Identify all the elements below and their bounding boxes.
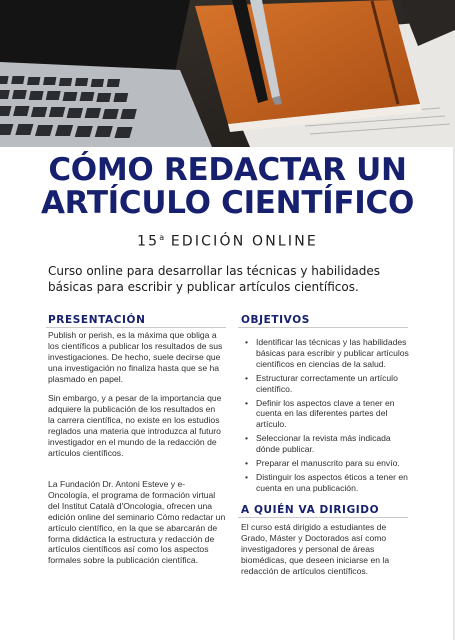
desk-photo-illustration bbox=[0, 0, 455, 147]
divider bbox=[238, 327, 408, 328]
edition-number: 15 bbox=[137, 233, 160, 250]
page-title bbox=[0, 154, 455, 220]
heading-dirigido: A QUIÉN VA DIRIGIDO bbox=[241, 504, 380, 516]
list-item: • Estructurar correctamente un artículo científico. bbox=[241, 373, 413, 395]
presentacion-paragraph-2: Sin embargo, y a pesar de la importancia que adquiere la publicación de los resultados en la carrera científica, no existe en los estudios reglados una materia que introduzca al futuro investigador en el mundo de la redacción de artículos científicos. bbox=[48, 393, 222, 458]
edition-text: EDICIÓN ONLINE bbox=[170, 233, 318, 250]
list-item: • Identificar las técnicas y las habilidades básicas para escribir y publicar artículos científicos en ciencias de la salud. bbox=[241, 337, 413, 370]
presentacion-paragraph-1: Publish or perish, es la máxima que obliga a los científicos a publicar los resultados de sus investigaciones. De hecho, suele decirse que una investigación no finaliza hasta que se ha plasmado en papel. bbox=[48, 330, 223, 384]
hero-photo bbox=[0, 0, 455, 147]
list-item: • Distinguir los aspectos éticos a tener en cuenta en una publicación. bbox=[241, 472, 413, 494]
objetivos-list bbox=[241, 337, 413, 497]
edition-label bbox=[0, 233, 455, 250]
intro-text: Curso online para desarrollar las técnicas y habilidades básicas para escribir y publicar artículos científicos. bbox=[48, 264, 381, 294]
heading-presentacion: PRESENTACIÓN bbox=[48, 314, 146, 326]
dirigido-text: El curso está dirigido a estudiantes de Grado, Máster y Doctorados así como investigadores y personal de áreas biomédicas, que deseen iniciarse en la redacción de artículos científicos. bbox=[241, 522, 390, 576]
list-item: • Seleccionar la revista más indicada dónde publicar. bbox=[241, 433, 413, 455]
title-line-2: ARTÍCULO CIENTÍFICO bbox=[40, 185, 415, 221]
presentacion-paragraph-3: La Fundación Dr. Antoni Esteve y e-Oncología, el programa de formación virtual del Institut Català d'Oncologia, ofrecen una edición online del seminario Cómo redactar un artículo científico, en la que se abarcarán de forma didáctica la estructura y redacción de artículos científicos así como los aspectos formales sobre la publicación científica. bbox=[48, 479, 226, 566]
list-item: • Preparar el manuscrito para su envío. bbox=[241, 458, 413, 469]
list-item: • Definir los aspectos clave a tener en cuenta en las diferentes partes del artículo. bbox=[241, 398, 413, 431]
heading-objetivos: OBJETIVOS bbox=[241, 314, 310, 326]
divider bbox=[238, 517, 408, 518]
edition-ordinal: a bbox=[159, 233, 165, 242]
divider bbox=[46, 327, 226, 328]
title-line-1: CÓMO REDACTAR UN bbox=[48, 152, 407, 188]
